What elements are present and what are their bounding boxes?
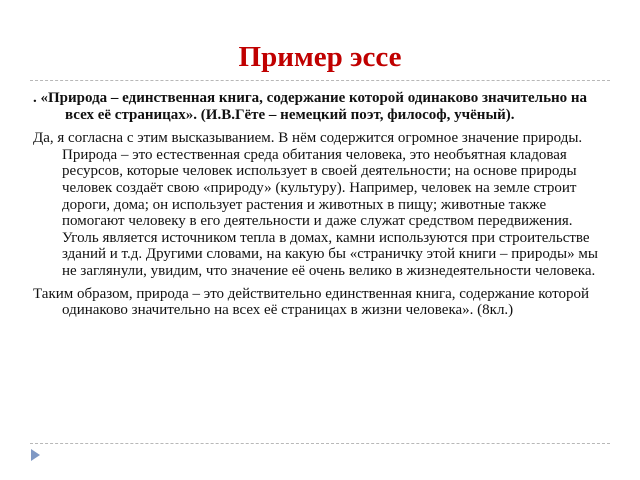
essay-body — [33, 90, 605, 325]
footer-divider — [30, 443, 610, 444]
slide-title: Пример эссе — [238, 41, 402, 73]
essay-quote-paragraph: . «Природа – единственная книга, содержание которой одинаково значительно на всех её страницах». (И.В.Гёте – немецкий поэт, философ, учёный). — [33, 90, 588, 123]
title-divider — [30, 80, 610, 81]
essay-argument-paragraph: Да, я согласна с этим высказыванием. В нём содержится огромное значение природы. Природа – это естественная среда обитания человека, это необъятная кладовая ресурсов, которые человек использует в своей деятельности; на основе природы человек создаёт свою «природу» (культуру). Например, человек на земле строит дороги, дома; он использует растения и животных в пищу; животные также помогают человеку в его деятельности и даже служат средством передвижения. Уголь является источником тепла в домах, камни используются при строительстве зданий и т.д. Другими словами, на какую бы «страничку этой книги – природы» мы не заглянули, увидим, что значение её очень велико в жизнедеятельности человека. — [33, 130, 598, 279]
essay-conclusion-paragraph: Таким образом, природа – это действительно единственная книга, содержание которой одинаково значительно на всех её страницах в жизни человека». (8кл.) — [33, 285, 589, 319]
next-slide-arrow-icon[interactable] — [31, 449, 40, 461]
